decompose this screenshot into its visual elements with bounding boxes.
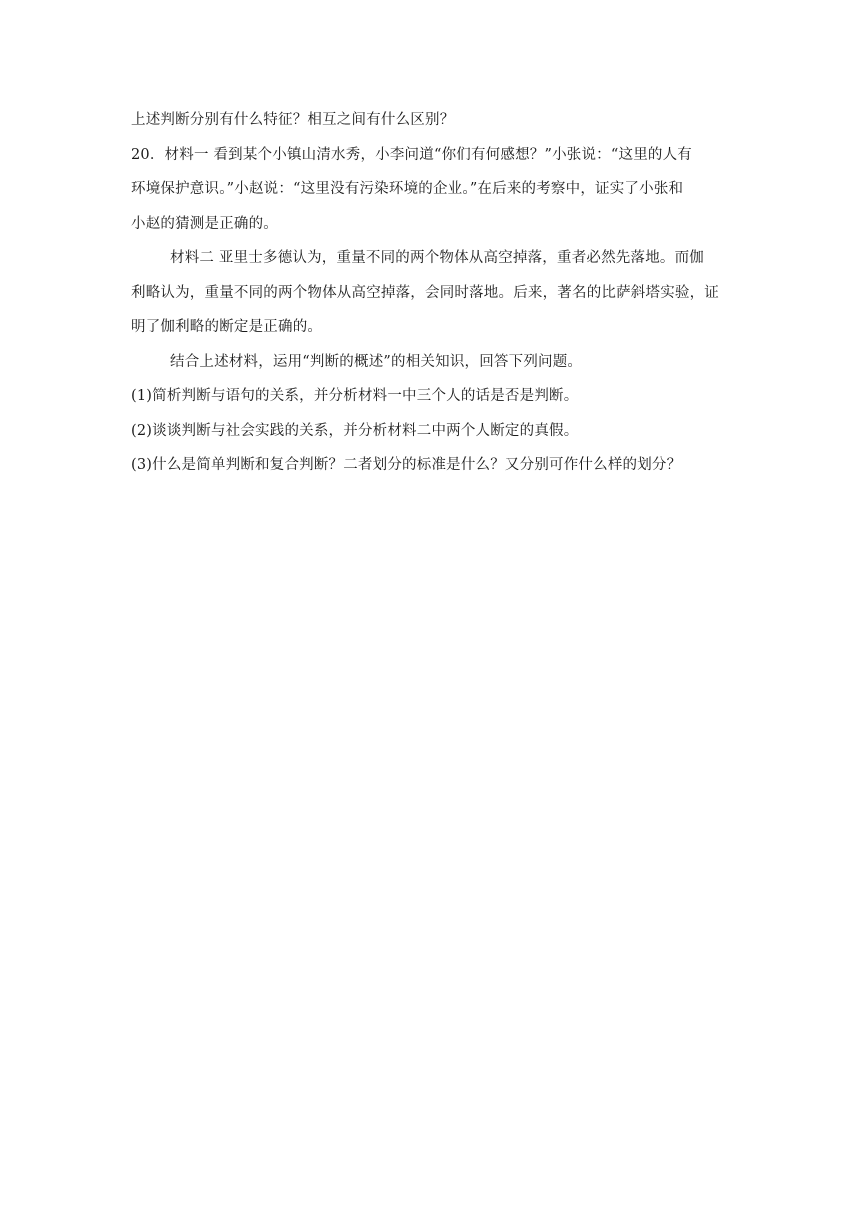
question-20-material-1-line-1: 20．材料一 看到某个小镇山清水秀，小李问道“你们有何感想？”小张说：“这里的人有 xyxy=(131,147,692,163)
prev-question-tail: 上述判断分别有什么特征？相互之间有什么区别？ xyxy=(131,112,455,128)
question-20-material-2-line-1: 材料二 亚里士多德认为，重量不同的两个物体从高空掉落，重者必然先落地。而伽 xyxy=(170,250,705,266)
question-20-material-1-line-2: 环境保护意识。”小赵说：“这里没有污染环境的企业。”在后来的考察中，证实了小张和 xyxy=(131,181,684,197)
question-20-material-1-line-3: 小赵的猜测是正确的。 xyxy=(131,216,278,232)
sub-question-2: (2)谈谈判断与社会实践的关系，并分析材料二中两个人断定的真假。 xyxy=(131,423,579,439)
sub-question-3: (3)什么是简单判断和复合判断？二者划分的标准是什么？又分别可作什么样的划分？ xyxy=(131,457,682,473)
sub-question-1: (1)简析判断与语句的关系，并分析材料一中三个人的话是否是判断。 xyxy=(131,388,579,404)
question-20-material-2-line-2: 利略认为，重量不同的两个物体从高空掉落，会同时落地。后来，著名的比萨斜塔实验，证 xyxy=(131,285,719,301)
question-20-instruction: 结合上述材料，运用“判断的概述”的相关知识，回答下列问题。 xyxy=(170,354,583,370)
question-20-material-2-line-3: 明了伽利略的断定是正确的。 xyxy=(131,319,323,335)
